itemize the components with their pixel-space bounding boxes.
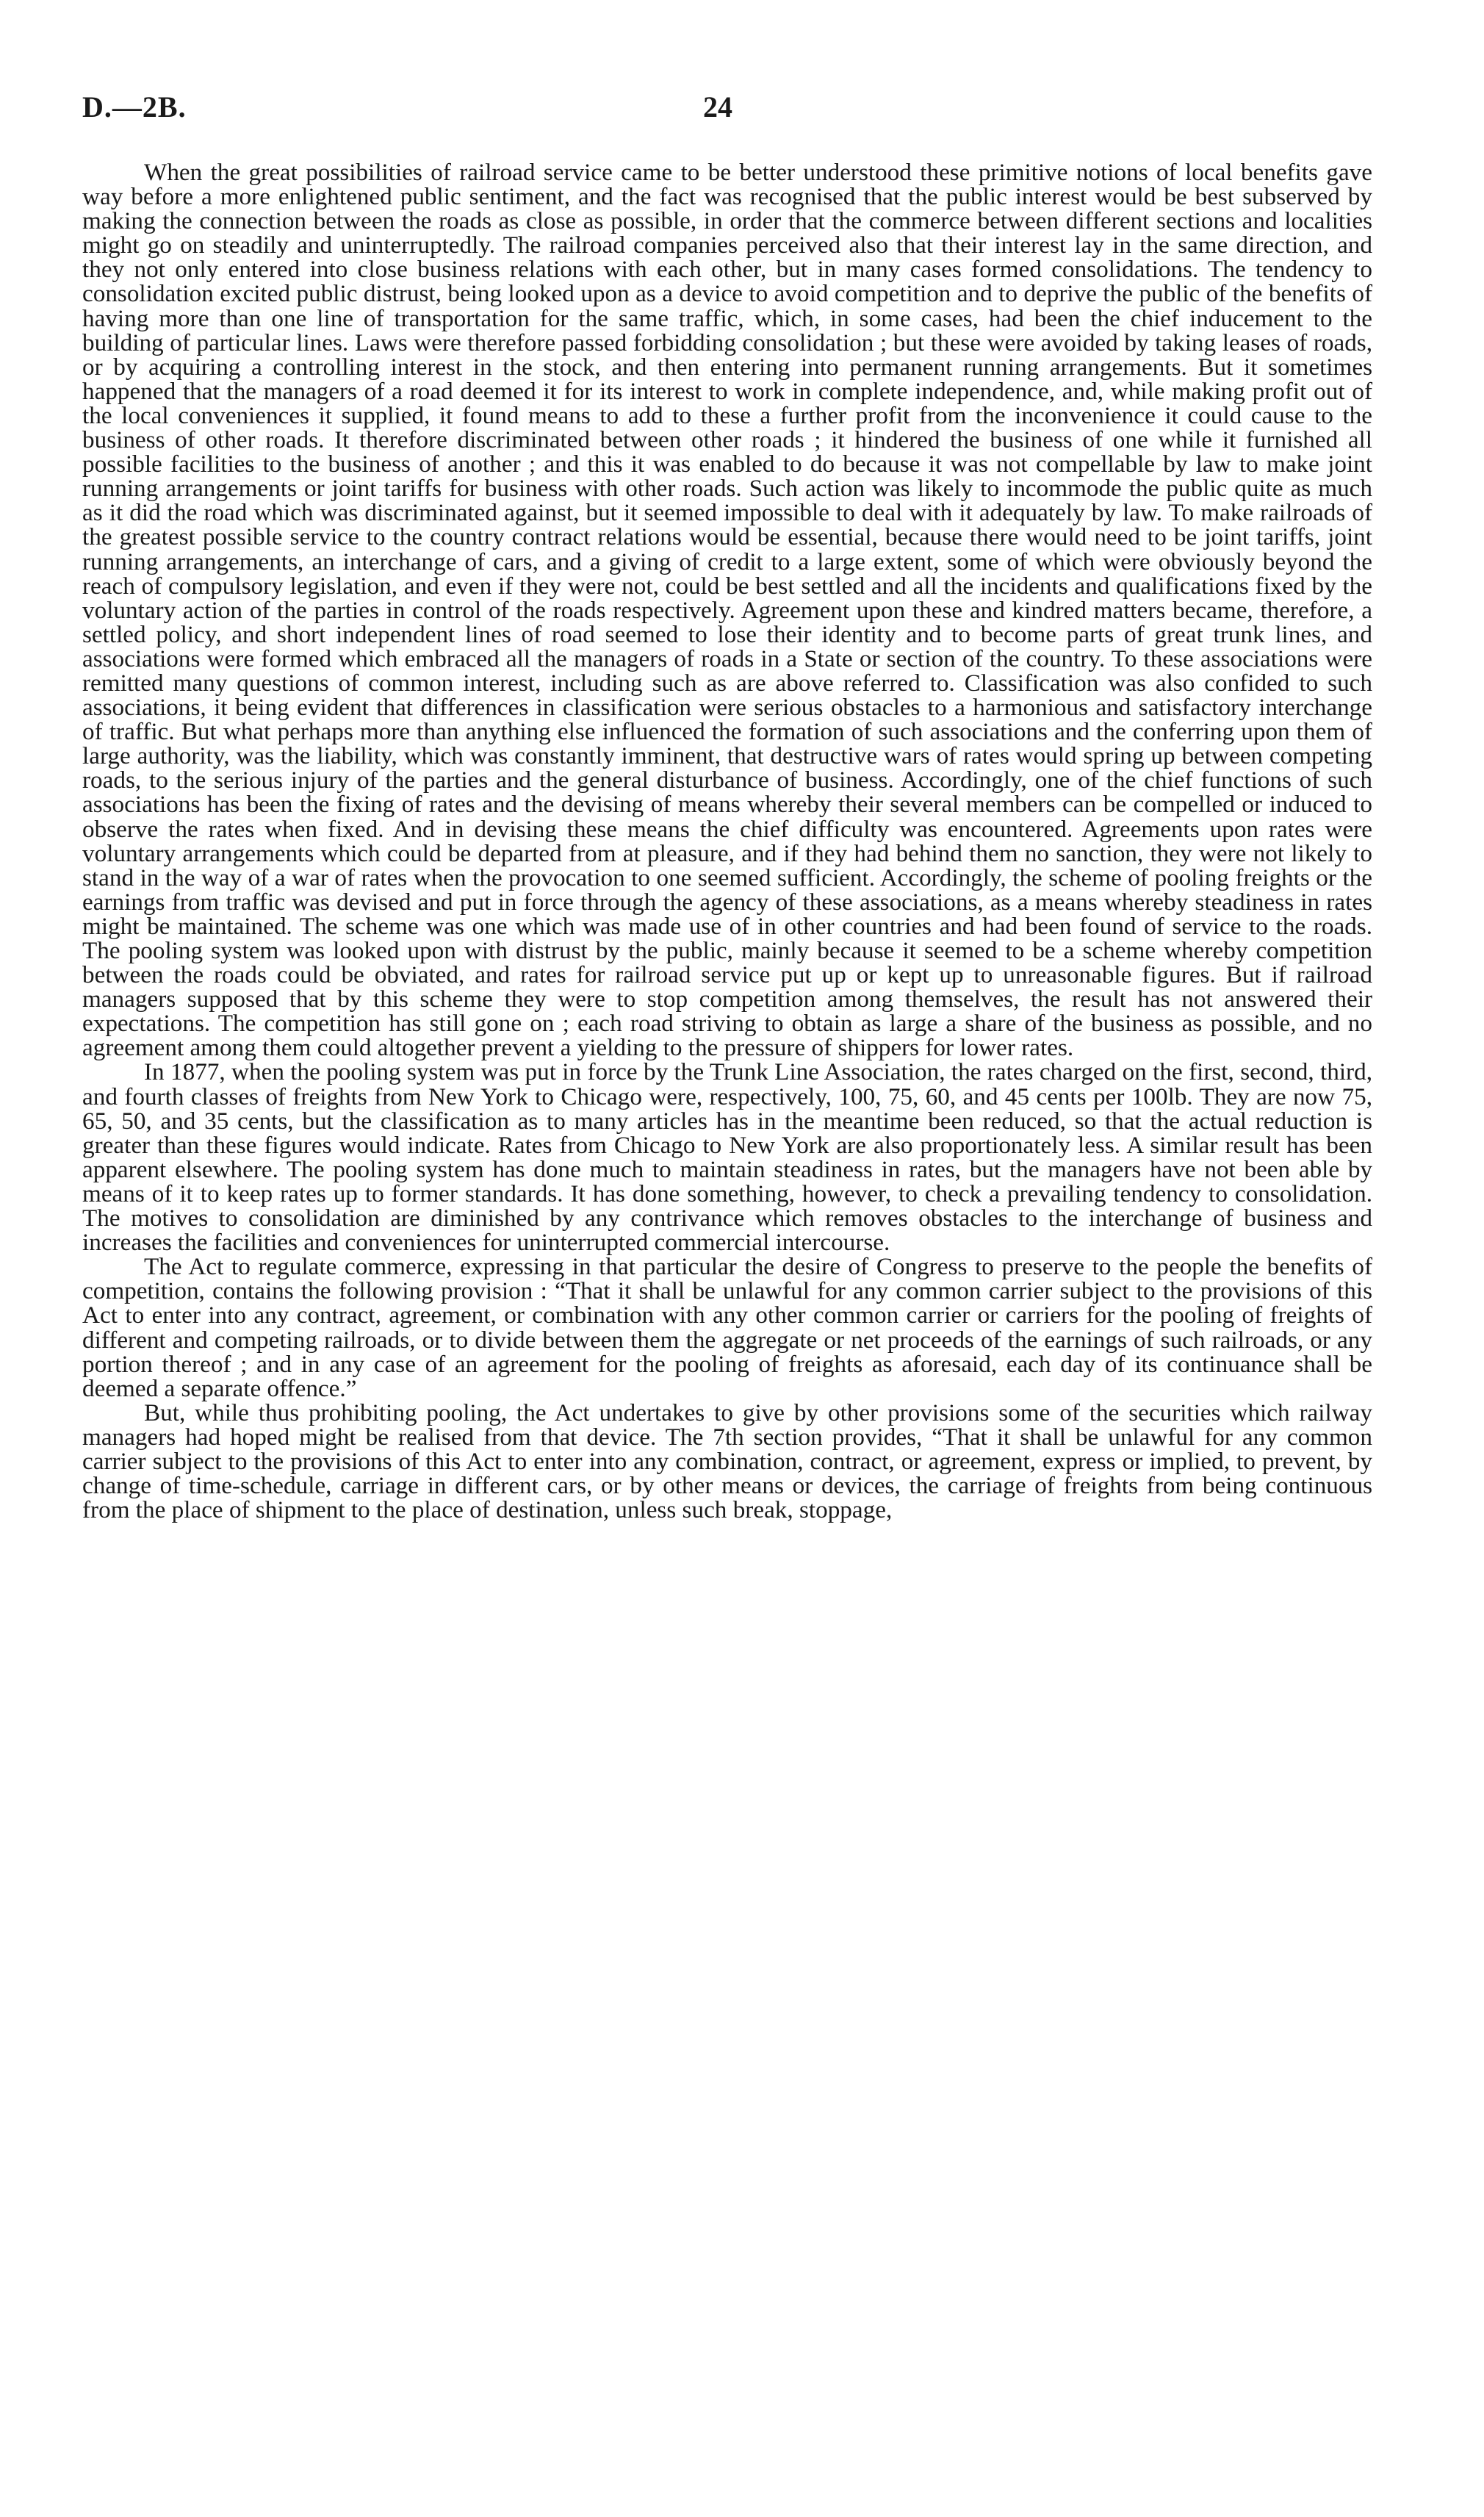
document-reference: D.—2B.: [82, 90, 187, 123]
page-header: [82, 90, 1375, 134]
body-text: [82, 160, 1372, 1522]
page-number: 24: [703, 90, 732, 123]
paragraph-seventh-section: But, while thus prohibiting pooling, the Act undertakes to give by other provisions some of the securities which railway managers had hoped might be realised from that device. The 7th section provides, “That it shall be unlawful for any common carrier subject to the provisions of this Act to enter into any combination, contract, or agreement, express or implied, to prevent, by change of time-schedule, carriage in different cars, or by other means or devices, the carriage of freights from being continuous from the place of shipment to the place of destination, unless such break, stoppage,: [82, 1398, 1372, 1524]
paragraph-railroad-consolidation: When the great possibilities of railroad service came to be better understood these primitive notions of local benefits gave way before a more enlightened public sentiment, and the fact was recognised that the public interest would be best subserved by making the connection between the roads as close as possible, in order that the commerce between different sections and localities might go on steadily and uninterruptedly. The railroad companies perceived also that their interest lay in the same direction, and they not only entered into close business relations with each other, but in many cases formed consolidations. The tendency to consolidation excited public distrust, being looked upon as a device to avoid competition and to deprive the public of the benefits of having more than one line of transportation for the same traffic, which, in some cases, had been the chief inducement to the building of particular lines. Laws were therefore passed forbidding consolidation ; but these were avoided by taking leases of roads, or by acquiring a controlling interest in the stock, and then entering into permanent running arrangements. But it sometimes happened that the managers of a road deemed it for its interest to work in complete independence, and, while making profit out of the local conveniences it supplied, it found means to add to these a further profit from the inconvenience it could cause to the business of other roads. It therefore discriminated between other roads ; it hindered the business of one while it furnished all possible facilities to the business of another ; and this it was enabled to do because it was not compellable by law to make joint running arrangements or joint tariffs for business with other roads. Such action was likely to incommode the public quite as much as it did the road which was discriminated against, but it seemed impossible to deal with it adequately by law. To make railroads of the greatest possible service to the country contract relations would be essential, because there would need to be joint tariffs, joint running arrangements, an interchange of cars, and a giving of credit to a large extent, some of which were obviously beyond the reach of compulsory legislation, and even if they were not, could be best settled and all the incidents and qualifications fixed by the voluntary action of the parties in control of the roads respectively. Agreement upon these and kindred matters became, therefore, a settled policy, and short independent lines of road seemed to lose their identity and to become parts of great trunk lines, and associations were formed which embraced all the managers of roads in a State or section of the country. To these associations were remitted many questions of common interest, including such as are above referred to. Classification was also confided to such associations, it being evident that differences in classification were serious obstacles to a harmonious and satisfactory interchange of traffic. But what perhaps more than anything else influenced the formation of such associations and the conferring upon them of large authority, was the liability, which was constantly imminent, that destructive wars of rates would spring up between competing roads, to the serious injury of the parties and the general disturbance of business. Accordingly, one of the chief functions of such associations has been the fixing of rates and the devising of means whereby their several members can be compelled or induced to observe the rates when fixed. And in devising these means the chief difficulty was encountered. Agreements upon rates were voluntary arrangements which could be departed from at pleasure, and if they had behind them no sanction, they were not likely to stand in the way of a war of rates when the provocation to one seemed sufficient. Accordingly, the scheme of pooling freights or the earnings from traffic was devised and put in force through the agency of these associations, as a means whereby steadiness in rates might be maintained. The scheme was one which was made use of in other countries and had been found of service to the roads. The pooling system was looked upon with distrust by the public, mainly because it seemed to be a scheme whereby competition between the roads could be obviated, and rates for railroad service put up or kept up to unreasonable figures. But if railroad managers supposed that by this scheme they were to stop competition among themselves, the result has not answered their expectations. The competition has still gone on ; each road striving to obtain as large a share of the business as possible, and no agreement among them could altogether prevent a yielding to the pressure of shippers for lower rates.: [82, 159, 1372, 1062]
paragraph-act-to-regulate-commerce: The Act to regulate commerce, expressing in that particular the desire of Congress to preserve to the people the benefits of competition, contains the following provision : “That it shall be unlawful for any common carrier subject to the provisions of this Act to enter into any contract, agreement, or combination with any other common carrier or carriers for the pooling of freights of different and competing railroads, or to divide between them the aggregate or net proceeds of the earnings of such railroads, or any portion thereof ; and in any case of an agreement for the pooling of freights as aforesaid, each day of its continuance shall be deemed a separate offence.”: [82, 1253, 1372, 1402]
paragraph-pooling-rates-1877: In 1877, when the pooling system was put in force by the Trunk Line Association, the rates charged on the first, second, third, and fourth classes of freights from New York to Chicago were, respectively, 100, 75, 60, and 45 cents per 100lb. They are now 75, 65, 50, and 35 cents, but the classification as to many articles has in the meantime been reduced, so that the actual reduction is greater than these figures would indicate. Rates from Chicago to New York are also proportionately less. A similar result has been apparent elsewhere. The pooling system has done much to maintain steadiness in rates, but the managers have not been able by means of it to keep rates up to former standards. It has done something, however, to check a prevailing tendency to consolidation. The motives to consolidation are diminished by any contrivance which removes obstacles to the interchange of business and increases the facilities and conveniences for uninterrupted commercial intercourse.: [82, 1058, 1372, 1257]
